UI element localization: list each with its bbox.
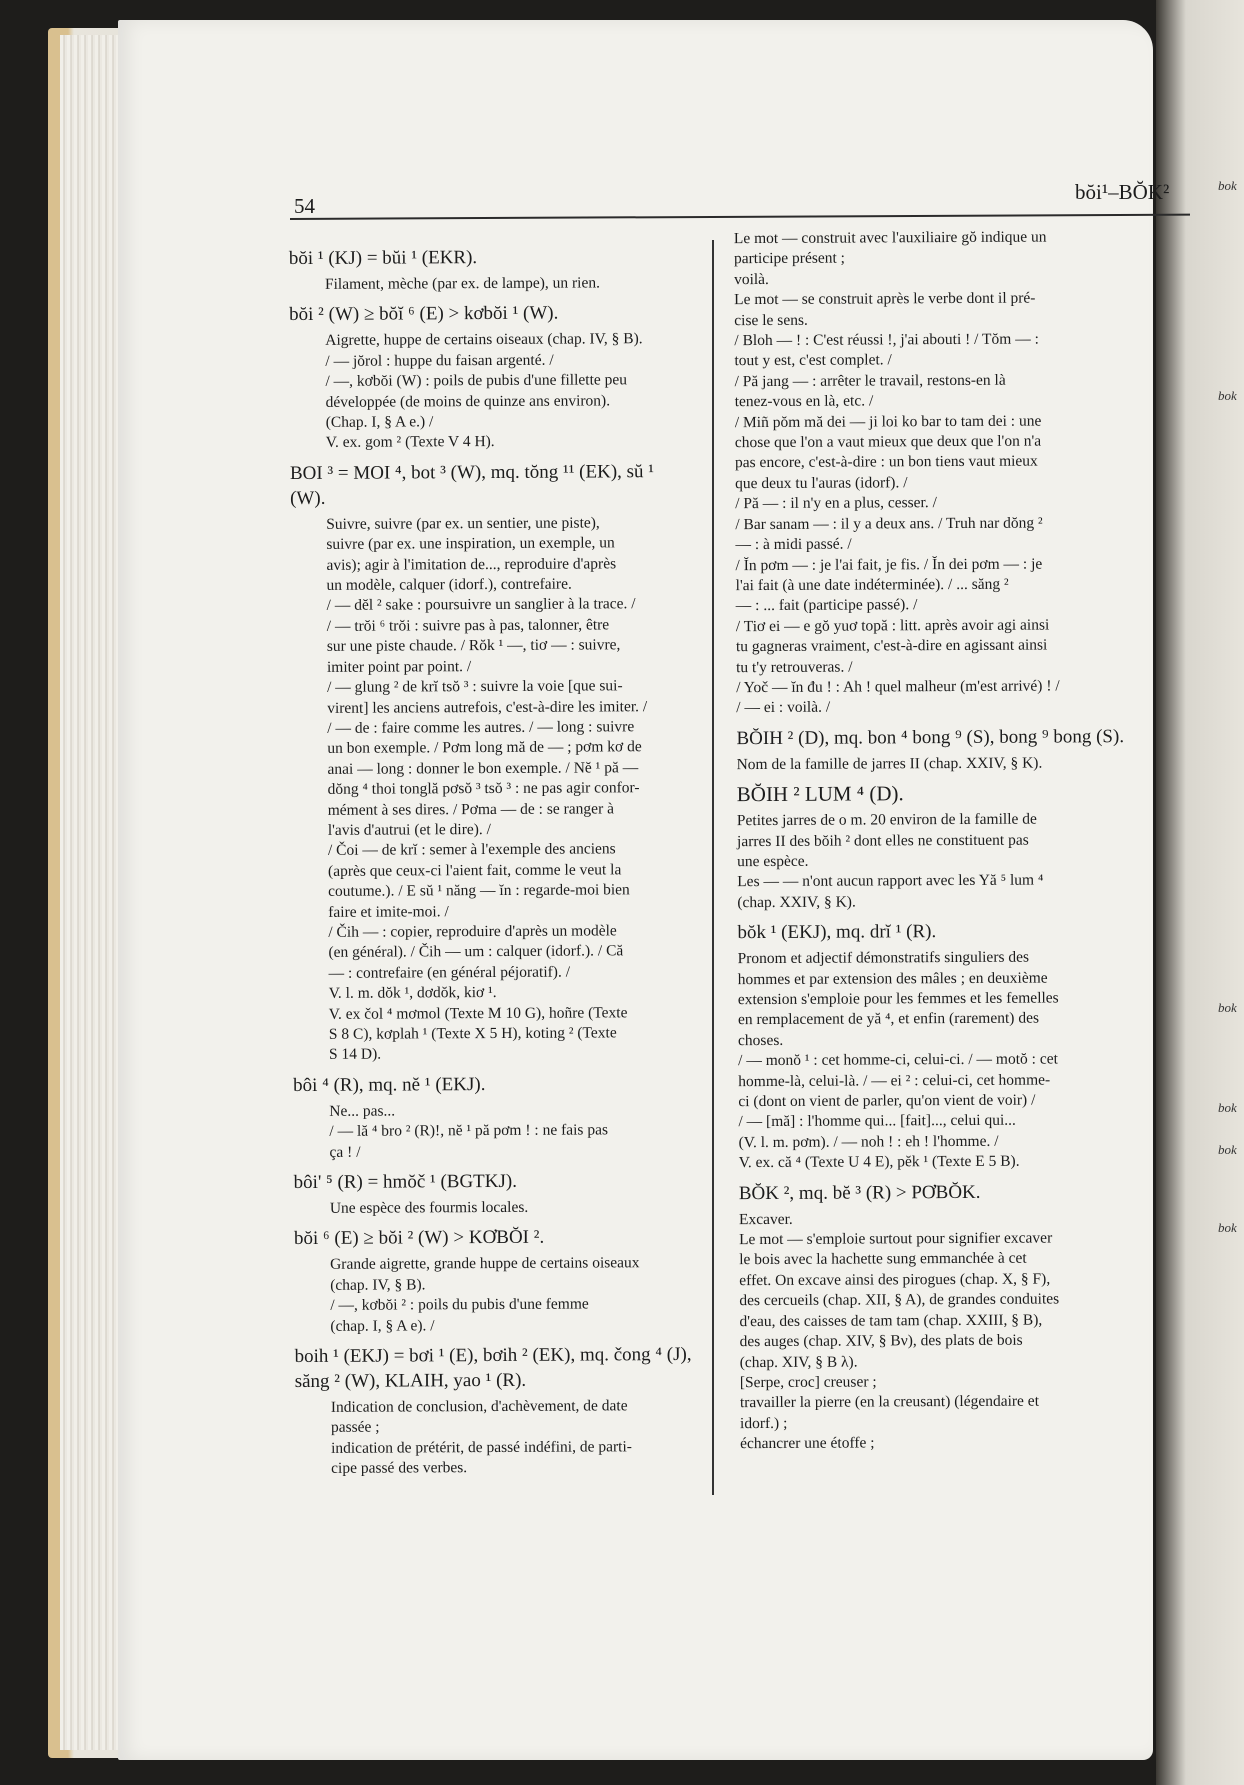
entry-line: tu gagneras vraiment, c'est-à-dire en agissant ainsi	[735, 636, 1048, 656]
entry-line: V. ex čol ⁴ mơmol (Texte M 10 G), hoñre (Texte	[328, 1003, 628, 1023]
entry-line: indication de prétérit, de passé indéfini, de parti-	[331, 1438, 632, 1457]
edge-stub: bok	[1218, 178, 1237, 193]
entry-line: jarres II des bŏih ² dont elles ne constituent pas	[736, 831, 1029, 850]
entry-line: / Pă — : il n'y en a plus, cesser. /	[735, 494, 937, 513]
entry-line: sur une piste chaude. / Rŏk ¹ —, tiơ — : suivre,	[326, 636, 621, 656]
entry-line: avis); agir à l'imitation de..., reproduire d'après	[326, 555, 617, 574]
entry-line: développée (de moins de quinze ans environ).	[325, 392, 611, 411]
entry-line: / — trŏi ⁶ trŏi : suivre pas à pas, talonner, être	[326, 616, 610, 635]
entry-headword: bôi ⁴ (R), mq. nĕ ¹ (EKJ).	[293, 1073, 486, 1096]
edge-stub: bok	[1218, 388, 1237, 403]
entry-line: / Čih — : copier, reproduire d'après un modèle	[328, 922, 617, 941]
entry-line: Indication de conclusion, d'achèvement, de date	[330, 1397, 628, 1416]
entry-line: / — dĕl ² sake : poursuivre un sanglier à la trace. /	[326, 595, 636, 615]
entry-line: des auges (chap. XIV, § Bν), des plats de bois	[739, 1331, 1023, 1351]
dictionary-entry	[289, 300, 690, 454]
entry-line: / Bar sanam — : il y a deux ans. / Truh nar dŏng ²	[735, 514, 1043, 533]
entry-line: (chap. I, § A e). /	[330, 1316, 435, 1335]
entry-line: pas encore, c'est-à-dire : un bon tiens vaut mieux	[734, 453, 1038, 472]
entry-body	[293, 1100, 693, 1163]
entry-line: / — glung ² de krĭ tsŏ ³ : suivre la voie [que sui-	[327, 677, 623, 696]
entry-headword: bŏi ¹ (KJ) = bŭi ¹ (EKR).	[288, 247, 478, 270]
entry-line: / Yoč — ĭn đu ! : Ah ! quel malheur (m'est arrivé) ! /	[736, 677, 1060, 697]
entry-body	[295, 1396, 695, 1480]
entry-line: une espèce.	[737, 852, 809, 871]
entry-body	[737, 753, 1177, 776]
entry-body	[739, 1207, 1180, 1454]
entry-line: [Serpe, croc] creuser ;	[739, 1373, 877, 1392]
page-number: 54	[294, 194, 315, 218]
entry-line: passée ;	[330, 1419, 380, 1437]
edge-stub: bok	[1218, 1100, 1237, 1115]
entry-line: — : contrefaire (en général péjoratif). /	[328, 963, 571, 982]
dictionary-entry	[295, 1342, 696, 1480]
entry-line: tenez-vous en là, etc. /	[734, 392, 874, 411]
edge-stub: bok	[1218, 1220, 1237, 1235]
entry-line: Nom de la famille de jarres II (chap. XXIV, § K).	[736, 754, 1043, 773]
entry-line: extension s'emploie pour les femmes et les femelles	[737, 989, 1059, 1009]
entry-line: travailler la pierre (en la creusant) (légendaire et	[739, 1392, 1040, 1412]
entry-line: / Tiơ ei — e gŏ yuơ topă : litt. après avoir agi ainsi	[735, 616, 1050, 635]
entry-line: que deux tu l'auras (idorf). /	[735, 474, 908, 493]
entry-headword: BŎIH ² (D), mq. bon ⁴ bong ⁹ (S), bong ⁹ bong (S).	[736, 725, 1125, 749]
entry-line: voilà.	[733, 270, 769, 288]
dictionary-entry	[289, 244, 689, 295]
edge-stub: bok	[1218, 1142, 1237, 1157]
entry-line: (V. l. m. pơm). / — noh ! : eh ! l'homme. /	[738, 1132, 999, 1151]
entry-body	[738, 947, 1179, 1174]
entry-line: cise le sens.	[734, 311, 808, 329]
entry-line: / — lă ⁴ bro ² (R)!, nĕ ¹ pă pơm ! : ne fais pas	[329, 1121, 609, 1141]
entry-line: tout y est, c'est complet. /	[734, 351, 892, 370]
entry-line: (chap. IV, § B).	[330, 1276, 426, 1294]
entry-headword: boih ¹ (EKJ) = bơi ¹ (E), bơih ² (EK), mq. čong ⁴ (J), săng ² (W), KLAIH, yao ¹ (R).	[294, 1344, 692, 1393]
entry-line: / — de : faire comme les autres. / — long : suivre	[327, 718, 635, 737]
entry-line: homme-là, celui-là. / — ei ² : celui-ci, cet homme-	[738, 1071, 1051, 1090]
entry-headword: bŏk ¹ (EKJ), mq. drĭ ¹ (R).	[737, 921, 937, 944]
entry-line: en remplacement de yă ⁴, et enfin (rarement) des	[737, 1009, 1040, 1029]
entry-line: imiter point par point. /	[326, 657, 472, 676]
entry-line: / —, kơbŏi (W) : poils de pubis d'une fillette peu	[325, 371, 628, 391]
entry-line: chose que l'on a vaut mieux que deux que l'on n'a	[734, 432, 1042, 452]
entry-line: / Bloh — ! : C'est réussi !, j'ai abouti ! / Tŏm — :	[734, 330, 1039, 350]
entry-line: / — [mă] : l'homme qui... [fait]..., celui qui...	[738, 1112, 1016, 1131]
page-edges	[60, 35, 120, 1750]
entry-line: Grande aigrette, grande huppe de certains oiseaux	[330, 1254, 640, 1274]
entry-line: Le mot — construit avec l'auxiliaire gŏ indique un	[733, 228, 1047, 248]
entry-line: Petites jarres de o m. 20 environ de la famille de	[736, 810, 1037, 830]
entry-headword: bôi' ⁵ (R) = hmŏč ¹ (BGTKJ).	[293, 1170, 518, 1194]
entry-headword: bŏi ² (W) ≥ bŏĭ ⁶ (E) > kơbŏi ¹ (W).	[289, 303, 559, 326]
entry-body	[737, 809, 1178, 913]
entry-line: hommes et par extension des mâles ; en deuxième	[737, 969, 1048, 988]
running-head: bŏi¹–BŎK²	[1075, 180, 1170, 204]
entry-body	[289, 329, 690, 454]
dictionary-entry	[293, 1071, 693, 1163]
entry-line: (Chap. I, § A e.) /	[325, 413, 434, 431]
entry-line: (après que ceux-ci l'aient fait, comme le veut la	[327, 861, 622, 880]
entry-line: tu t'y retrouveras. /	[736, 658, 853, 676]
entry-body	[294, 1197, 694, 1220]
entry-line: mément à ses dires. / Pơma — de : se ranger à	[327, 799, 615, 819]
entry-line: coutume.). / E sŭ ¹ năng — ĭn : regarde-moi bien	[328, 881, 630, 901]
entry-line: un bon exemple. / Pơm long mă de — ; pơm kơ de	[327, 738, 642, 758]
dictionary-entry	[294, 1168, 694, 1220]
entry-body	[734, 227, 1177, 719]
entry-line: dŏng ⁴ thoi tonglă pơsŏ ³ tsŏ ³ : ne pas agir confor-	[327, 779, 640, 798]
entry-line: l'avis d'autrui (et le dire). /	[327, 820, 491, 839]
entry-line: V. ex. că ⁴ (Texte U 4 E), pĕk ¹ (Texte E 5 B).	[738, 1152, 1020, 1172]
entry-line: d'eau, des caisses de tam tam (chap. XXIII, § B),	[739, 1311, 1043, 1330]
entry-headword: BOI ³ = MOI ⁴, bot ³ (W), mq. tŏng ¹¹ (EK), sŭ ¹ (W).	[289, 460, 655, 509]
entry-line: / — monŏ ¹ : cet homme-ci, celui-ci. / — motŏ : cet	[738, 1050, 1058, 1070]
entry-line: Le mot — se construit après le verbe dont il pré-	[734, 289, 1036, 309]
entry-line: — : à midi passé. /	[735, 535, 852, 554]
entry-line: des cercueils (chap. XII, § A), de grandes conduites	[739, 1290, 1060, 1310]
dictionary-entry	[736, 724, 1176, 776]
entry-headword: bŏi ⁶ (E) ≥ bŏi ² (W) > KƠBŎI ².	[293, 1227, 545, 1250]
entry-line: un modèle, calquer (idorf.), contrefaire.	[326, 575, 572, 594]
dictionary-entry	[294, 1224, 695, 1337]
entry-headword: BŎIH ² LUM ⁴ (D).	[736, 781, 904, 807]
dictionary-entry	[734, 227, 1177, 719]
entry-line: anai — long : donner le bon exemple. / Nĕ ¹ pă —	[327, 758, 639, 778]
entry-line: virent] les anciens autrefois, c'est-à-dire les imiter. /	[327, 697, 648, 717]
entry-line: effet. On excave ainsi des pirogues (chap. X, § F),	[739, 1270, 1051, 1290]
entry-line: V. l. m. dŏk ¹, dơdŏk, kiơ ¹.	[328, 984, 497, 1003]
dictionary-entry	[737, 918, 1178, 1174]
entry-line: échancrer une étoffe ;	[740, 1434, 875, 1453]
dictionary-entry	[290, 459, 693, 1066]
entry-line: / Čoi — de krĭ : semer à l'exemple des anciens	[327, 840, 616, 860]
entry-body	[289, 273, 689, 296]
entry-line: (chap. XIV, § B λ).	[739, 1353, 858, 1371]
entry-line: V. ex. gom ² (Texte V 4 H).	[325, 433, 495, 452]
entry-line: Filament, mèche (par ex. de lampe), un rien.	[324, 274, 601, 293]
entry-line: faire et imite-moi. /	[328, 902, 449, 921]
dictionary-entry	[739, 1178, 1180, 1454]
entry-line: (en général). / Čih — um : calquer (idorf.). / Că	[328, 942, 624, 962]
dictionary-entry	[737, 780, 1178, 913]
entry-line: / — ei : voilà. /	[736, 699, 831, 717]
entry-line: Suivre, suivre (par ex. un sentier, une piste),	[326, 514, 600, 533]
entry-line: / Ĭn pơm — : je l'ai fait, je fis. / Ĭn dei pơm — : je	[735, 555, 1043, 574]
entry-body	[294, 1253, 694, 1337]
entry-line: / Pă jang — : arrêter le travail, restons-en là	[734, 371, 1006, 391]
entry-line: / —, kơbŏi ² : poils du pubis d'une femme	[330, 1295, 589, 1315]
entry-line: (chap. XXIV, § K).	[737, 893, 856, 911]
entry-line: Pronom et adjectif démonstratifs singuliers des	[737, 948, 1030, 968]
left-column	[289, 244, 695, 1487]
entry-line: / Miñ pŏm mă dei — ji loi ko bar to tam dei : une	[734, 412, 1042, 431]
entry-line: Le mot — s'emploie surtout pour signifier excaver	[739, 1229, 1053, 1249]
entry-line: — : ... fait (participe passé). /	[735, 596, 918, 615]
entry-line: Une espèce des fourmis locales.	[329, 1198, 529, 1217]
entry-line: Excaver.	[738, 1210, 793, 1228]
entry-line: choses.	[737, 1031, 784, 1049]
entry-line: Ne... pas...	[329, 1102, 396, 1120]
entry-line: l'ai fait (à une date indéterminée). / ... săng ²	[735, 575, 1009, 595]
entry-line: cipe passé des verbes.	[331, 1459, 468, 1478]
entry-line: le bois avec la hachette sung emmanchée à cet	[739, 1250, 1027, 1269]
edge-stub: bok	[1218, 1000, 1237, 1015]
entry-line: ci (dont on vient de parler, qu'on vient de voir) /	[738, 1091, 1036, 1111]
entry-line: Les — — n'ont aucun rapport avec les Yă ⁵ lum ⁴	[737, 871, 1044, 891]
entry-line: idorf.) ;	[739, 1414, 788, 1432]
entry-line: ça ! /	[329, 1143, 361, 1161]
entry-line: suivre (par ex. une inspiration, un exemple, un	[326, 534, 615, 554]
entry-line: Aigrette, huppe de certains oiseaux (chap. IV, § B).	[325, 330, 643, 350]
entry-line: S 14 D).	[328, 1045, 382, 1064]
right-column	[734, 227, 1180, 1462]
column-rule	[712, 240, 714, 1495]
entry-line: S 8 C), kơplah ¹ (Texte X 5 H), koting ² (Texte	[328, 1024, 617, 1043]
entry-line: / — jŏrol : huppe du faisan argenté. /	[325, 351, 554, 370]
entry-body	[290, 513, 693, 1066]
entry-line: participe présent ;	[733, 249, 846, 268]
entry-headword: BŎK ², mq. bĕ ³ (R) > PƠBŎK.	[738, 1181, 981, 1204]
